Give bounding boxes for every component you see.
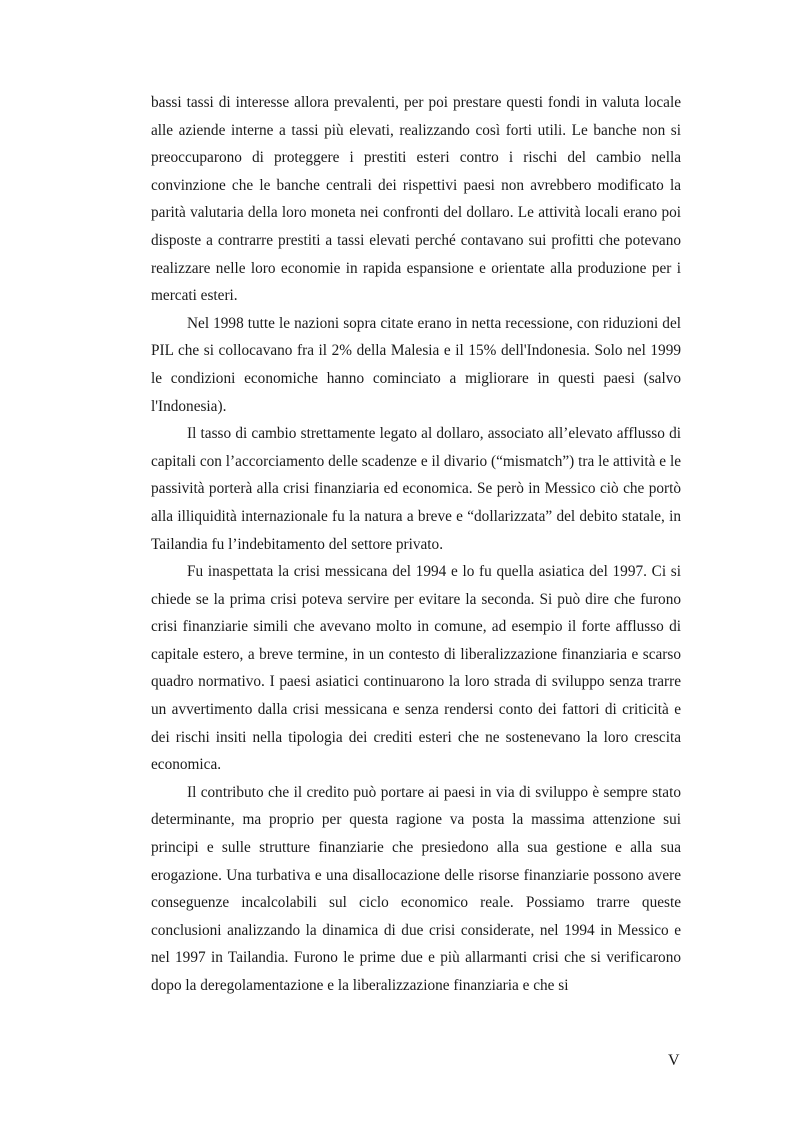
page-number: V: [668, 1052, 680, 1069]
document-body: [151, 89, 681, 1000]
paragraph-1: bassi tassi di interesse allora prevalenti, per poi prestare questi fondi in valuta locale alle aziende interne a tassi più elevati, realizzando così forti utili. Le banche non si preoccuparono di proteggere i prestiti esteri contro i rischi del cambio nella convinzione che le banche centrali dei rispettivi paesi non avrebbero modificato la parità valutaria della loro moneta nei confronti del dollaro. Le attività locali erano poi disposte a contrarre prestiti a tassi elevati perché contavano sui profitti che potevano realizzare nelle loro economie in rapida espansione e orientate alla produzione per i mercati esteri.: [151, 94, 681, 305]
paragraph-3: Il tasso di cambio strettamente legato al dollaro, associato all’elevato afflusso di capitali con l’accorciamento delle scadenze e il divario (“mismatch”) tra le attività e le passività porterà alla crisi finanziaria ed economica. Se però in Messico ciò che portò alla illiquidità internazionale fu la natura a breve e “dollarizzata” del debito statale, in Tailandia fu l’indebitamento del settore privato.: [151, 425, 681, 553]
paragraph-4: Fu inaspettata la crisi messicana del 1994 e lo fu quella asiatica del 1997. Ci si chiede se la prima crisi poteva servire per evitare la seconda. Si può dire che furono crisi finanziarie simili che avevano molto in comune, ad esempio il forte afflusso di capitale estero, a breve termine, in un contesto di liberalizzazione finanziaria e scarso quadro normativo. I paesi asiatici continuarono la loro strada di sviluppo senza trarre un avvertimento dalla crisi messicana e senza rendersi conto dei fattori di criticità e dei rischi insiti nella tipologia dei crediti esteri che ne sostenevano la loro crescita economica.: [151, 563, 681, 774]
paragraph-2: Nel 1998 tutte le nazioni sopra citate erano in netta recessione, con riduzioni del PIL che si collocavano fra il 2% della Malesia e il 15% dell'Indonesia. Solo nel 1999 le condizioni economiche hanno cominciato a migliorare in questi paesi (salvo l'Indonesia).: [151, 314, 681, 415]
paragraph-5: Il contributo che il credito può portare ai paesi in via di sviluppo è sempre stato determinante, ma proprio per questa ragione va posta la massima attenzione sui principi e sulle strutture finanziarie che presiedono alla sua gestione e alla sua erogazione. Una turbativa e una disallocazione delle risorse finanziarie possono avere conseguenze incalcolabili sul ciclo economico reale. Possiamo trarre queste conclusioni analizzando la dinamica di due crisi considerate, nel 1994 in Messico e nel 1997 in Tailandia. Furono le prime due e più allarmanti crisi che si verificarono dopo la deregolamentazione e la liberalizzazione finanziaria e che si: [151, 783, 681, 994]
